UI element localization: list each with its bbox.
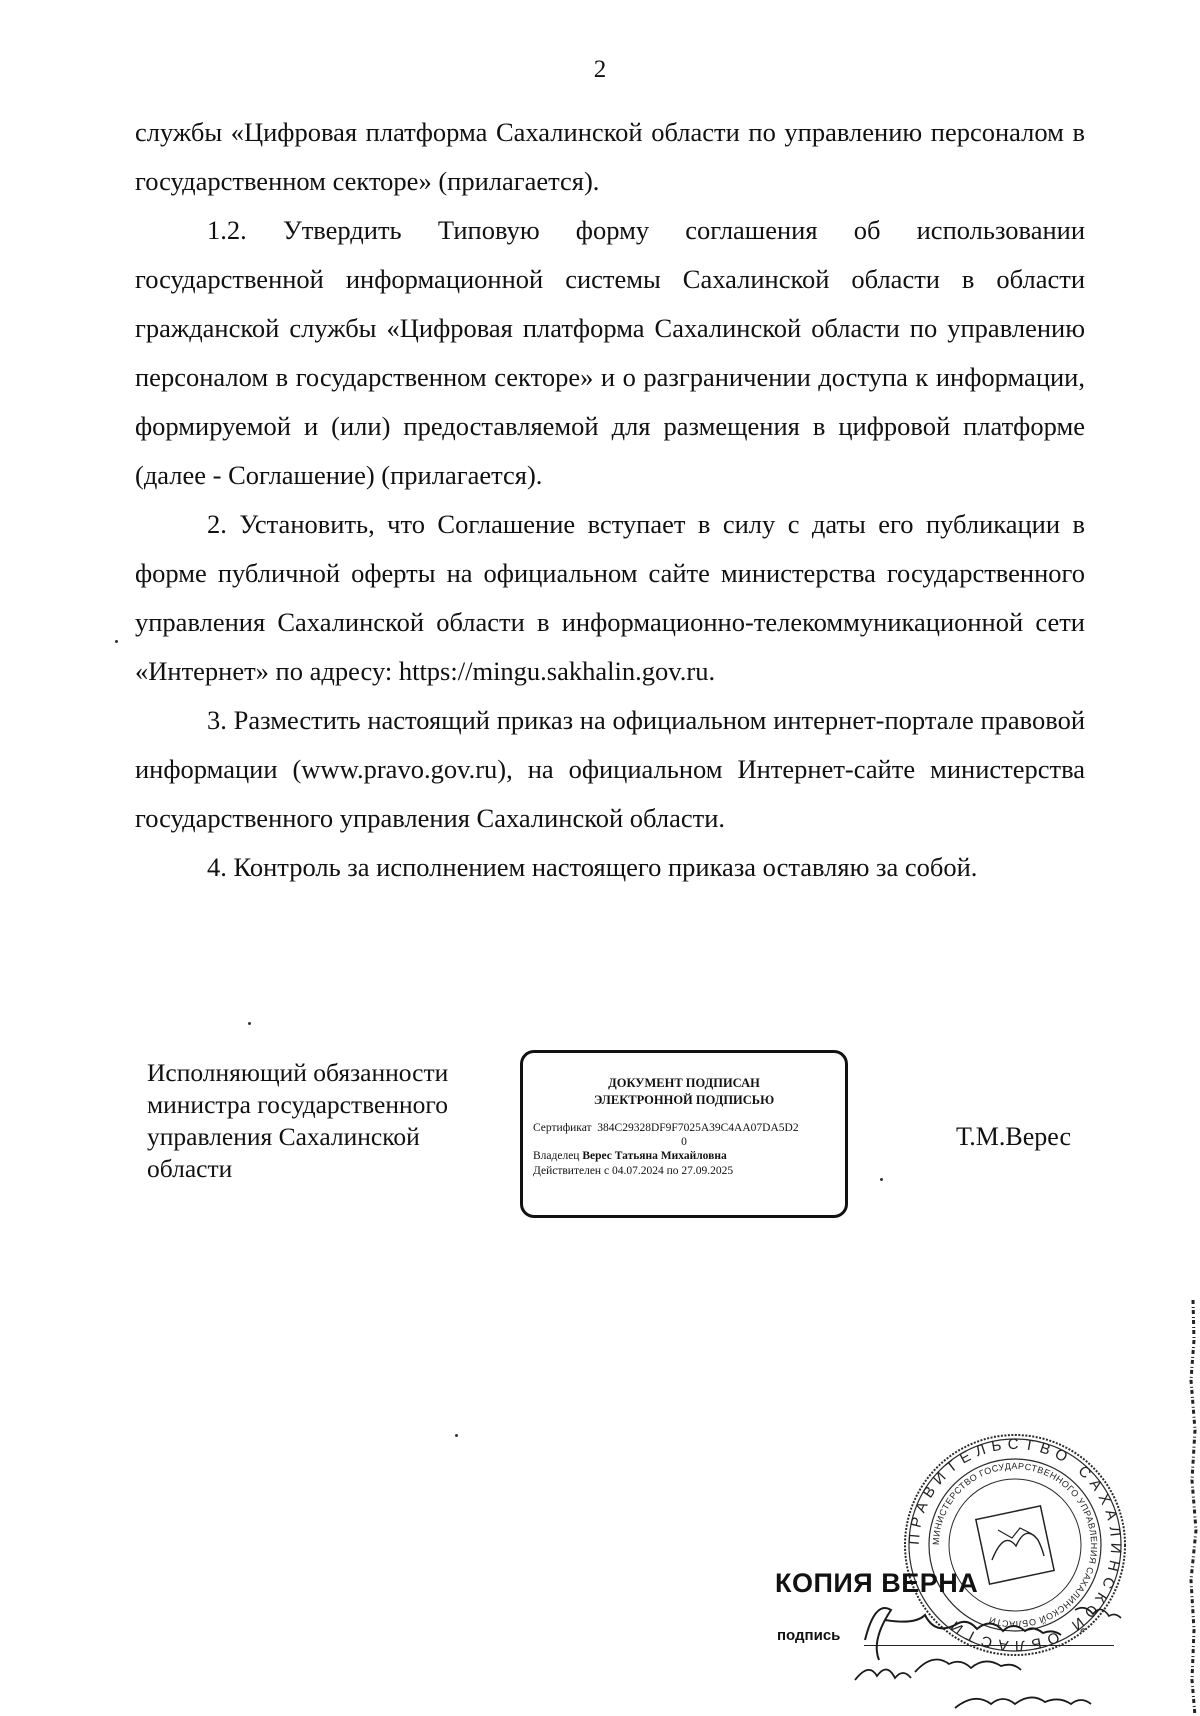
scan-speck bbox=[455, 1434, 458, 1437]
scan-edge-artifact bbox=[1186, 1300, 1200, 1716]
paragraph-1-2: 1.2. Утвердить Типовую форму соглашения об использовании государственной информационной системы Сахалинской области в области гражданской службы «Цифровая платформа Сахалинской области по управлению персоналом в государственном секторе» и о разграничении доступа к информации, формируемой и (или) предоставляемой для размещения в цифровой платформе (далее - Соглашение) (прилагается). bbox=[135, 215, 1085, 490]
electronic-signature-box bbox=[520, 1050, 848, 1218]
signer-position-line: министра государственного bbox=[147, 1090, 448, 1119]
esig-certificate bbox=[533, 1121, 837, 1135]
scan-speck bbox=[115, 640, 118, 643]
signer-position-line: Исполняющий обязанности bbox=[147, 1058, 449, 1087]
paragraph-4: 4. Контроль за исполнением настоящего приказа оставляю за собой. bbox=[207, 852, 978, 882]
esig-title-line: ЭЛЕКТРОННОЙ ПОДПИСЬЮ bbox=[593, 1093, 775, 1107]
seal-inner-text: МИНИСТЕРСТВО ГОСУДАРСТВЕННОГО УПРАВЛЕНИЯ САХАЛИНСКОЙ ОБЛАСТИ bbox=[930, 1460, 1100, 1630]
esig-owner-label: Владелец bbox=[533, 1150, 580, 1162]
scan-speck bbox=[248, 1022, 251, 1025]
paragraph-1-1-continued: службы «Цифровая платформа Сахалинской области по управлению персоналом в государственном секторе» (прилагается). bbox=[135, 117, 1085, 196]
seal-outer-text: ПРАВИТЕЛЬСТВО САХАЛИНСКОЙ ОБЛАСТИ bbox=[905, 1435, 1125, 1655]
handwritten-signature-icon bbox=[845, 1580, 1145, 1716]
signer-position-line: управления Сахалинской bbox=[147, 1122, 420, 1151]
signer-name: Т.М.Верес bbox=[956, 1122, 1072, 1151]
esig-cert-value: 384C29328DF9F7025A39C4AA07DA5D2 bbox=[597, 1122, 799, 1134]
paragraph-2: 2. Установить, что Соглашение вступает в силу с даты его публикации в форме публичной оферты на официальном сайте министерства государственного управления Сахалинской области в информационно-телекоммуникационной сети «Интернет» по адресу: https://mingu.sakhalin.gov.ru. bbox=[135, 509, 1085, 686]
esig-cert-label: Сертификат bbox=[533, 1122, 592, 1134]
paragraph-3: 3. Разместить настоящий приказ на официальном интернет-портале правовой информации (www.pravo.gov.ru), на официальном Интернет-сайте министерства государственного управления Сахалинской области. bbox=[135, 705, 1085, 833]
signer-position-line: области bbox=[147, 1154, 233, 1183]
esig-owner bbox=[533, 1149, 845, 1164]
esig-title-line: ДОКУМЕНТ ПОДПИСАН bbox=[608, 1076, 760, 1090]
page-number: 2 bbox=[593, 56, 607, 83]
scan-speck bbox=[880, 1178, 883, 1181]
esig-owner-value: Верес Татьяна Михайловна bbox=[582, 1150, 727, 1162]
copy-certified-label: КОПИЯ ВЕРНА bbox=[775, 1568, 979, 1598]
signer-position bbox=[147, 1057, 487, 1185]
esig-validity: Действителен с 04.07.2024 по 27.09.2025 bbox=[533, 1165, 734, 1177]
document-body bbox=[135, 108, 1085, 892]
esig-cert-tail: 0 bbox=[681, 1136, 687, 1148]
signature-label: подпись bbox=[777, 1627, 841, 1644]
esig-title bbox=[523, 1075, 845, 1109]
